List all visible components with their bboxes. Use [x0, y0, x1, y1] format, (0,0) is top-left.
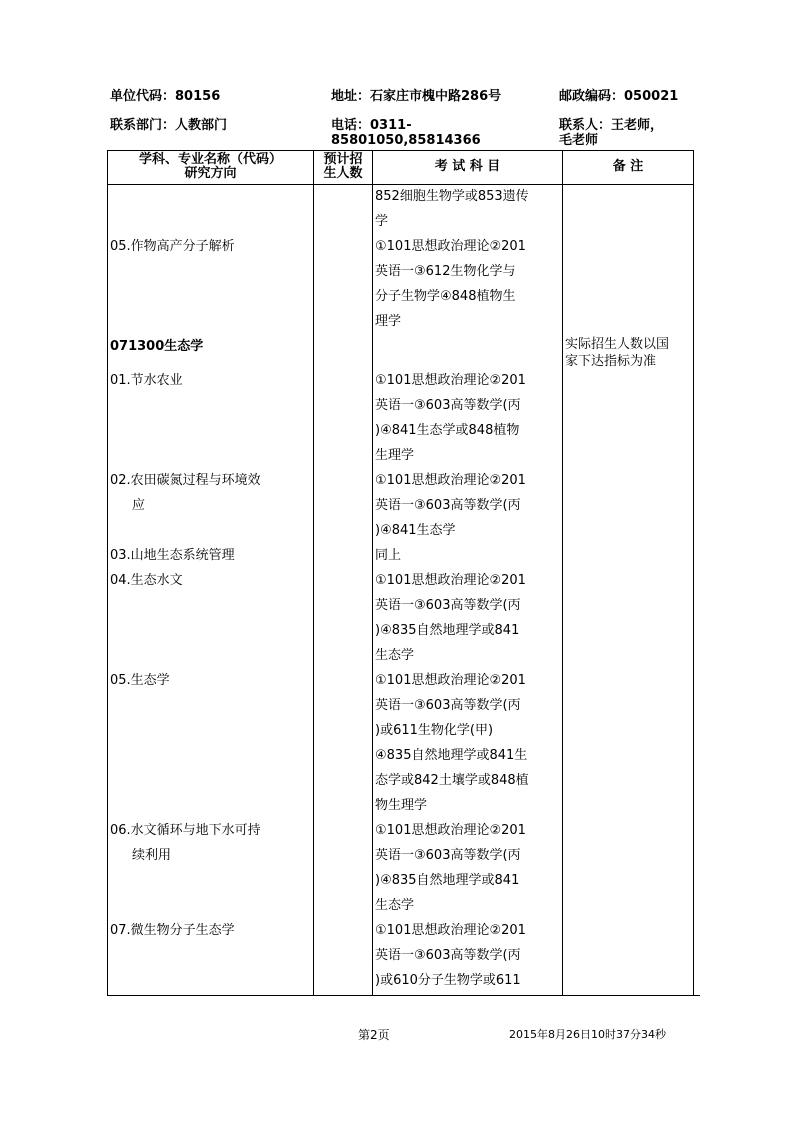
col-header-quota: [314, 153, 372, 181]
exam-line: 理学: [375, 314, 402, 329]
contact-dept: [110, 118, 227, 133]
table-top-border: [107, 150, 694, 151]
subject-line: 07.微生物分子生态学: [110, 923, 235, 938]
exam-line: 生态学: [375, 648, 415, 663]
subject-cell: [110, 468, 261, 518]
phone-line1: 0311-: [370, 118, 412, 133]
exam-line: 生态学: [375, 898, 415, 913]
exam-cell: [375, 234, 526, 334]
table-col-line-1: [107, 150, 108, 996]
address-value: 石家庄市槐中路286号: [370, 89, 502, 104]
page-number: 第2页: [358, 1028, 390, 1042]
exam-line: 分子生物学④848植物生: [375, 289, 516, 304]
subject-line: 06.水文循环与地下水可持: [110, 823, 261, 838]
contact-person: [559, 118, 663, 148]
exam-cell: [375, 668, 529, 818]
exam-line: 态学或842土壤学或848植: [375, 773, 529, 788]
discipline-heading: [110, 334, 203, 359]
postcode-label: 邮政编码：: [559, 89, 625, 104]
col-header-subject-line2: 研究方向: [184, 166, 237, 181]
exam-line: 物生理学: [375, 798, 428, 813]
discipline-code-name: 071300生态学: [110, 339, 204, 354]
exam-line: )④835自然地理学或841: [375, 623, 520, 638]
exam-line: )④835自然地理学或841: [375, 873, 520, 888]
exam-line: ①101思想政治理论②201: [375, 823, 526, 838]
exam-line: ①101思想政治理论②201: [375, 573, 526, 588]
subject-line: 应: [132, 498, 146, 513]
table-col-line-4: [562, 150, 563, 996]
subject-line: 05.生态学: [110, 673, 170, 688]
col-header-quota-line2: 生人数: [323, 166, 363, 181]
exam-line: )或610分子生物学或611: [375, 973, 521, 988]
phone-label: 电话：: [331, 118, 371, 133]
exam-line: ④835自然地理学或841生: [375, 748, 528, 763]
table-col-line-3: [372, 150, 373, 996]
exam-cell: [375, 918, 526, 993]
exam-line: ①101思想政治理论②201: [375, 473, 526, 488]
exam-line: )④841生态学或848植物: [375, 423, 520, 438]
exam-line: ①101思想政治理论②201: [375, 673, 526, 688]
exam-line: )或611生物化学(甲): [375, 723, 494, 738]
exam-cell: [375, 818, 526, 918]
subject-line: 续利用: [132, 848, 172, 863]
dept-value: 人教部门: [175, 118, 228, 133]
col-header-subject-line1: 学科、专业名称（代码）: [138, 152, 282, 167]
col-header-quota-line1: 预计招: [323, 152, 363, 167]
exam-line: 英语一③603高等数学(丙: [375, 698, 521, 713]
subject-line: 03.山地生态系统管理: [110, 548, 235, 563]
exam-line: 英语一③612生物化学与: [375, 264, 516, 279]
exam-line: ①101思想政治理论②201: [375, 373, 526, 388]
note-line: 家下达指标为准: [565, 354, 657, 369]
subject-cell: [110, 368, 183, 393]
col-header-subject: [108, 153, 313, 181]
postcode-value: 050021: [624, 89, 679, 104]
subject-line: 01.节水农业: [110, 373, 183, 388]
unit-code-value: 80156: [175, 89, 221, 104]
subject-line: 04.生态水文: [110, 573, 183, 588]
exam-cell: [375, 543, 401, 568]
subject-cell: [110, 668, 170, 693]
subject-cell: [110, 234, 235, 259]
exam-line: ①101思想政治理论②201: [375, 923, 526, 938]
exam-line: 同上: [375, 548, 402, 563]
exam-line: ①101思想政治理论②201: [375, 239, 526, 254]
exam-line: 英语一③603高等数学(丙: [375, 498, 521, 513]
phone: [331, 118, 481, 148]
subject-cell: [110, 543, 235, 568]
exam-cell: [375, 184, 529, 234]
exam-line: 英语一③603高等数学(丙: [375, 398, 521, 413]
subject-cell: [110, 818, 261, 868]
print-timestamp: 2015年8月26日10时37分34秒: [509, 1028, 666, 1041]
postcode: [559, 89, 678, 104]
exam-cell: [375, 468, 526, 543]
subject-line: 05.作物高产分子解析: [110, 239, 235, 254]
exam-line: 英语一③603高等数学(丙: [375, 948, 521, 963]
subject-cell: [110, 568, 183, 593]
exam-line: 学: [375, 214, 389, 229]
exam-line: 852细胞生物学或853遗传: [375, 189, 529, 204]
note-cell: [565, 336, 691, 370]
address-label: 地址：: [331, 89, 371, 104]
phone-line2: 85801050,85814366: [331, 133, 481, 148]
exam-line: )④841生态学: [375, 523, 456, 538]
subject-line: 02.农田碳氮过程与环境效: [110, 473, 261, 488]
exam-line: 生理学: [375, 448, 415, 463]
contact-line2: 毛老师: [559, 133, 599, 148]
contact-line1: 王老师，: [611, 118, 664, 133]
subject-cell: [110, 918, 235, 943]
exam-line: 英语一③603高等数学(丙: [375, 598, 521, 613]
col-header-exam: 考 试 科 目: [434, 159, 501, 174]
table-col-line-5: [693, 150, 694, 996]
exam-cell: [375, 568, 526, 668]
address: [331, 89, 501, 104]
table-col-line-2: [313, 150, 314, 996]
exam-line: 英语一③603高等数学(丙: [375, 848, 521, 863]
dept-label: 联系部门：: [110, 118, 176, 133]
unit-code-label: 单位代码：: [110, 89, 176, 104]
note-line: 实际招生人数以国: [565, 337, 670, 352]
col-header-note: 备 注: [612, 159, 644, 174]
contact-label: 联系人：: [559, 118, 612, 133]
unit-code: [110, 89, 220, 104]
exam-cell: [375, 368, 526, 468]
table-bottom-border: [107, 995, 700, 996]
